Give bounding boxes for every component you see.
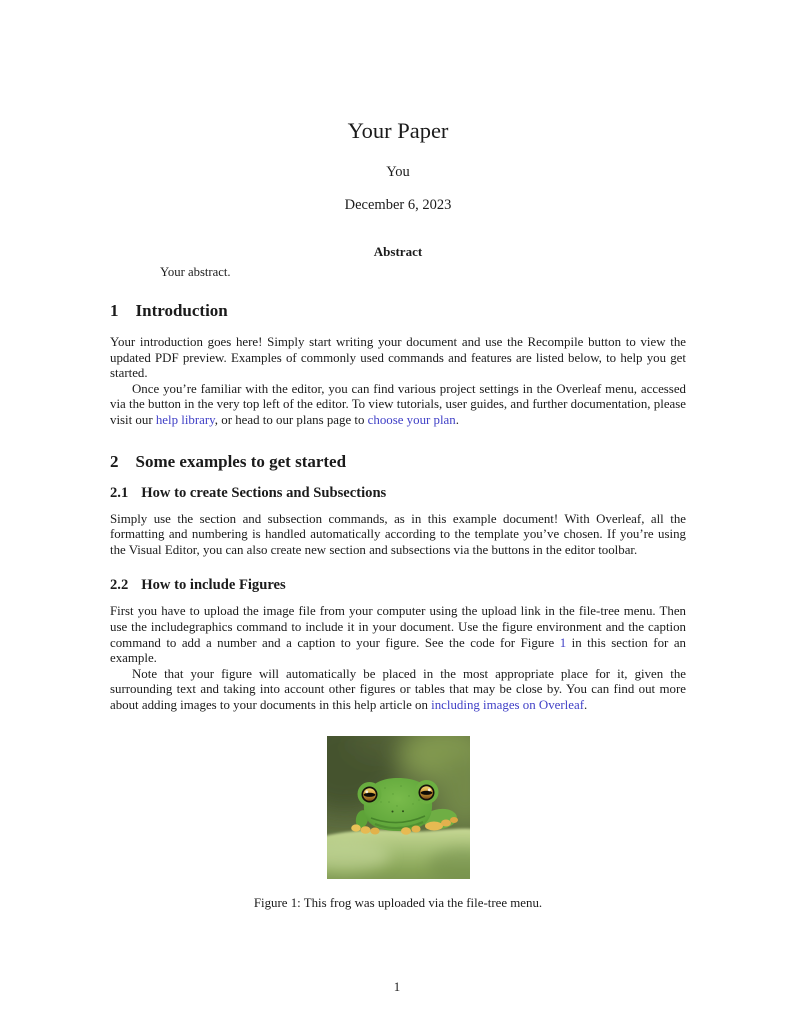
text-run: . (455, 412, 459, 427)
right-eye (418, 784, 434, 800)
intro-paragraph-2 (110, 382, 686, 429)
section-number: 1 (110, 301, 119, 320)
paper-title: Your Paper (347, 118, 449, 143)
help-library-link[interactable]: help library (155, 412, 215, 427)
paper-date: December 6, 2023 (344, 197, 452, 213)
frog-photo-illustration (327, 736, 470, 879)
abstract-heading: Abstract (373, 244, 423, 259)
figure-caption: Figure 1: This frog was uploaded via the file-tree menu. (253, 895, 543, 910)
text-run: Note that your figure will automatically be placed in the most appropriate place for it, given the surrounding text and taking into account other figures or tables that may be close by. You can find out more about adding images to your documents in this help article on (110, 666, 686, 712)
section-number: 2 (110, 451, 119, 471)
subsection-title: How to include Figures (141, 577, 286, 594)
subsection-number: 2.2 (110, 577, 129, 594)
paper-author: You (386, 164, 410, 180)
section-heading-examples (110, 452, 686, 472)
frog-photo (327, 736, 470, 879)
subsection-number: 2.1 (110, 484, 129, 501)
figure-1 (110, 736, 686, 911)
section-title: Some examples to get started (135, 451, 347, 471)
page-number: 1 (393, 980, 401, 994)
branch (327, 828, 470, 878)
intro-paragraph-1: Your introduction goes here! Simply start writing your document and use the Recompile button to view the updated PDF preview. Examples of commonly used commands and features are listed below, to help you get started. (110, 335, 686, 381)
section-title: Introduction (135, 301, 228, 320)
subsection-heading-figures (110, 577, 686, 594)
section-heading-introduction (110, 301, 686, 321)
subsection-title: How to create Sections and Subsections (141, 484, 387, 501)
figures-paragraph-2 (110, 667, 686, 714)
text-run: . (584, 697, 588, 712)
text-run: Once you’re familiar with the editor, you can find various project settings in the Overleaf menu, accessed via the button in the very top left of the editor. To view tutorials, user guides, and further documentation, please visit our (110, 381, 686, 427)
subsection-heading-sections (110, 485, 686, 502)
abstract-body: Your abstract. (160, 265, 231, 279)
text-run: First you have to upload the image file from your computer using the upload link in the file-tree menu. Then use the includegraphics command to include it in your document. Use the figure environment and the caption command to add a number and a caption to your figure. See the code for Figure (110, 604, 686, 650)
figures-paragraph-1 (110, 604, 686, 666)
text-run: , or head to our plans page to (214, 412, 368, 427)
choose-your-plan-link[interactable]: choose your plan (367, 412, 456, 427)
sections-paragraph-1: Simply use the section and subsection commands, as in this example document! With Overleaf, all the formatting and numbering is handled automatically according to the template you’ve chosen. If you’re using the Visual Editor, you can also create new section and subsections via the buttons in the editor toolbar. (110, 511, 686, 557)
left-eye (361, 786, 377, 802)
text-run: in this section for an example. (110, 635, 686, 666)
figure-1-reference-link[interactable]: 1 (559, 635, 567, 650)
including-images-link[interactable]: including images on Overleaf (431, 697, 584, 712)
